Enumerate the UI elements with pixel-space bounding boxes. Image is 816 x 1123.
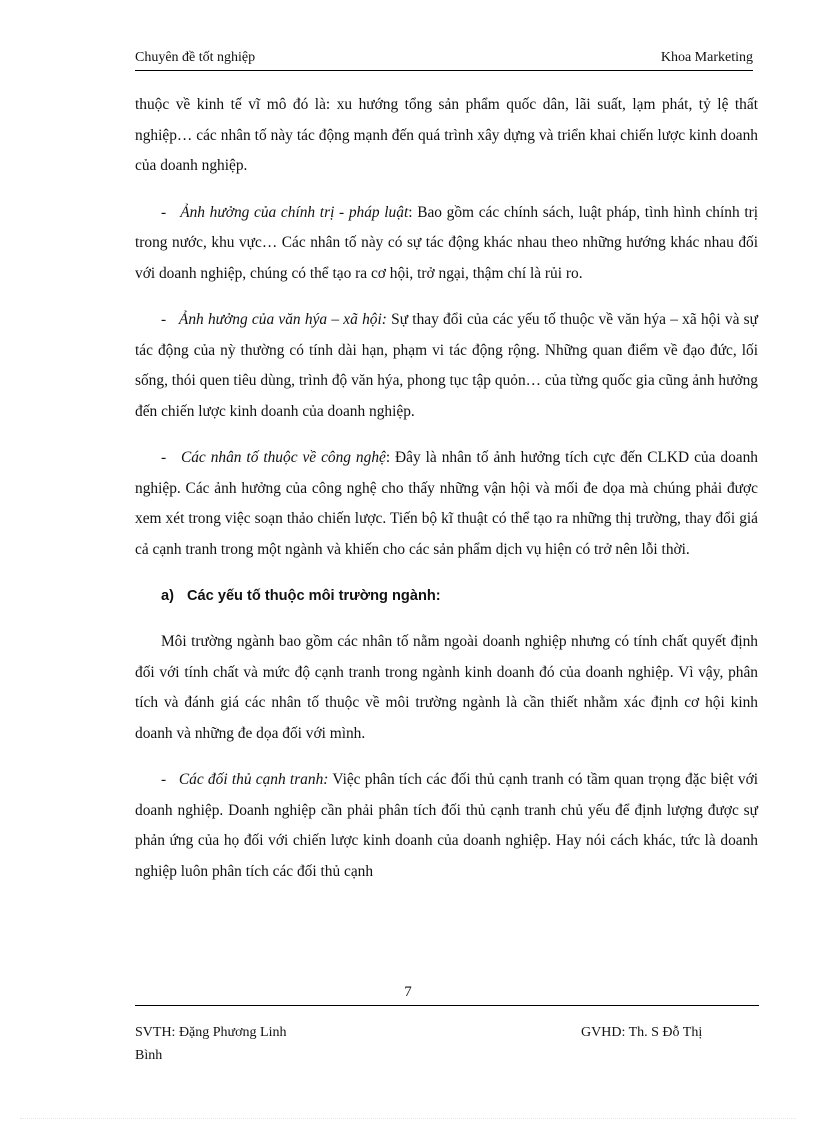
paragraph-lead: Ảnh hưởng của chính trị - pháp luật [180,203,409,221]
paragraph [135,90,758,182]
bullet-marker: - [161,311,167,328]
page-header [135,50,753,71]
footer-supervisor-continued: Bình [135,1048,163,1063]
header-right-text: Khoa Marketing [660,50,753,65]
paragraph-competitors [135,765,758,887]
paragraph-technology [135,443,758,565]
page-bottom-border [20,1118,796,1119]
bullet-marker: - [161,771,167,788]
paragraph-lead: Các đối thủ cạnh tranh: [178,771,329,788]
bullet-marker: - [161,203,167,221]
paragraph-text: Môi trường ngành bao gồm các nhân tố nằm ngoài doanh nghiệp nhưng có tính chất quyết định đối với tính chất và mức độ cạnh tranh trong ngành kinh doanh đó của doanh nghiệp. Vì vậy, phân tích và đánh giá các nhân tố thuộc về môi trường ngành là cần thiết nhằm xác định cơ hội kinh doanh và những đe dọa đối với mình. [135,633,758,742]
paragraph-text: Việc phân tích các đối thủ cạnh tranh có tầm quan trọng đặc biệt với doanh nghiệp. Doanh nghiệp cần phải phân tích đối thủ cạnh tranh chủ yếu để định lượng được sự phản ứng của họ đối với chiến lược kinh doanh của doanh nghiệp. Hay nói cách khác, tức là doanh nghiệp luôn phân tích các đối thủ cạnh [135,771,759,880]
paragraph-culture-society [135,305,758,427]
footer-supervisor: GVHD: Th. S Đỗ Thị [581,1025,703,1040]
paragraph-text: : Đây là nhân tố ảnh hưởng tích cực đến CLKD của doanh nghiệp. Các ảnh hưởng của công nghệ cho thấy những vận hội và mối đe dọa mà chúng phải được xem xét trong việc soạn thảo chiến lược. Tiến bộ kĩ thuật có thể tạo ra những thị trường, thay đổi giá cả cạnh tranh trong một ngành và khiến cho các sản phẩm dịch vụ hiện có trở nên lỗi thời. [135,449,758,558]
heading-text: Các yếu tố thuộc môi trường ngành: [187,588,441,604]
document-body [135,90,758,903]
paragraph-text: Sự thay đổi của các yếu tố thuộc về văn hýa – xã hội và sự tác động của nỳ thường có tính dài hạn, phạm vi tác động rộng. Những quan điểm về đạo đức, lối sống, thói quen tiêu dùng, trình độ văn hýa, phong tục tập quỏn… của từng quốc gia cũng ảnh hưởng đến chiến lược kinh doanh của doanh nghiệp. [135,311,759,420]
footer-student: SVTH: Đặng Phương Linh [135,1025,287,1040]
page-number: 7 [404,984,412,1000]
paragraph-industry-environment [135,627,758,749]
heading-marker: a) [161,588,174,604]
paragraph-lead: Ảnh hưởng của văn hýa – xã hội: [178,311,387,328]
section-heading [135,581,758,611]
paragraph-politics-law [135,198,758,290]
header-left-text: Chuyên đề tốt nghiệp [135,50,256,65]
paragraph-text: thuộc về kinh tế vĩ mô đó là: xu hướng tổng sản phẩm quốc dân, lãi suất, lạm phát, tỷ lệ thất nghiệp… các nhân tố này tác động mạnh đến quá trình xây dựng và triển khai chiến lược kinh doanh của doanh nghiệp. [135,96,758,174]
footer-divider [135,1005,759,1006]
paragraph-text: : Bao gồm các chính sách, luật pháp, tình hình chính trị trong nước, khu vực… Các nhân tố này có sự tác động khác nhau theo những hướng khác nhau đối với doanh nghiệp, chúng có thể tạo ra cơ hội, trở ngại, thậm chí là rủi ro. [135,203,759,282]
paragraph-lead: Các nhân tố thuộc về công nghệ [180,449,386,466]
bullet-marker: - [161,449,167,466]
